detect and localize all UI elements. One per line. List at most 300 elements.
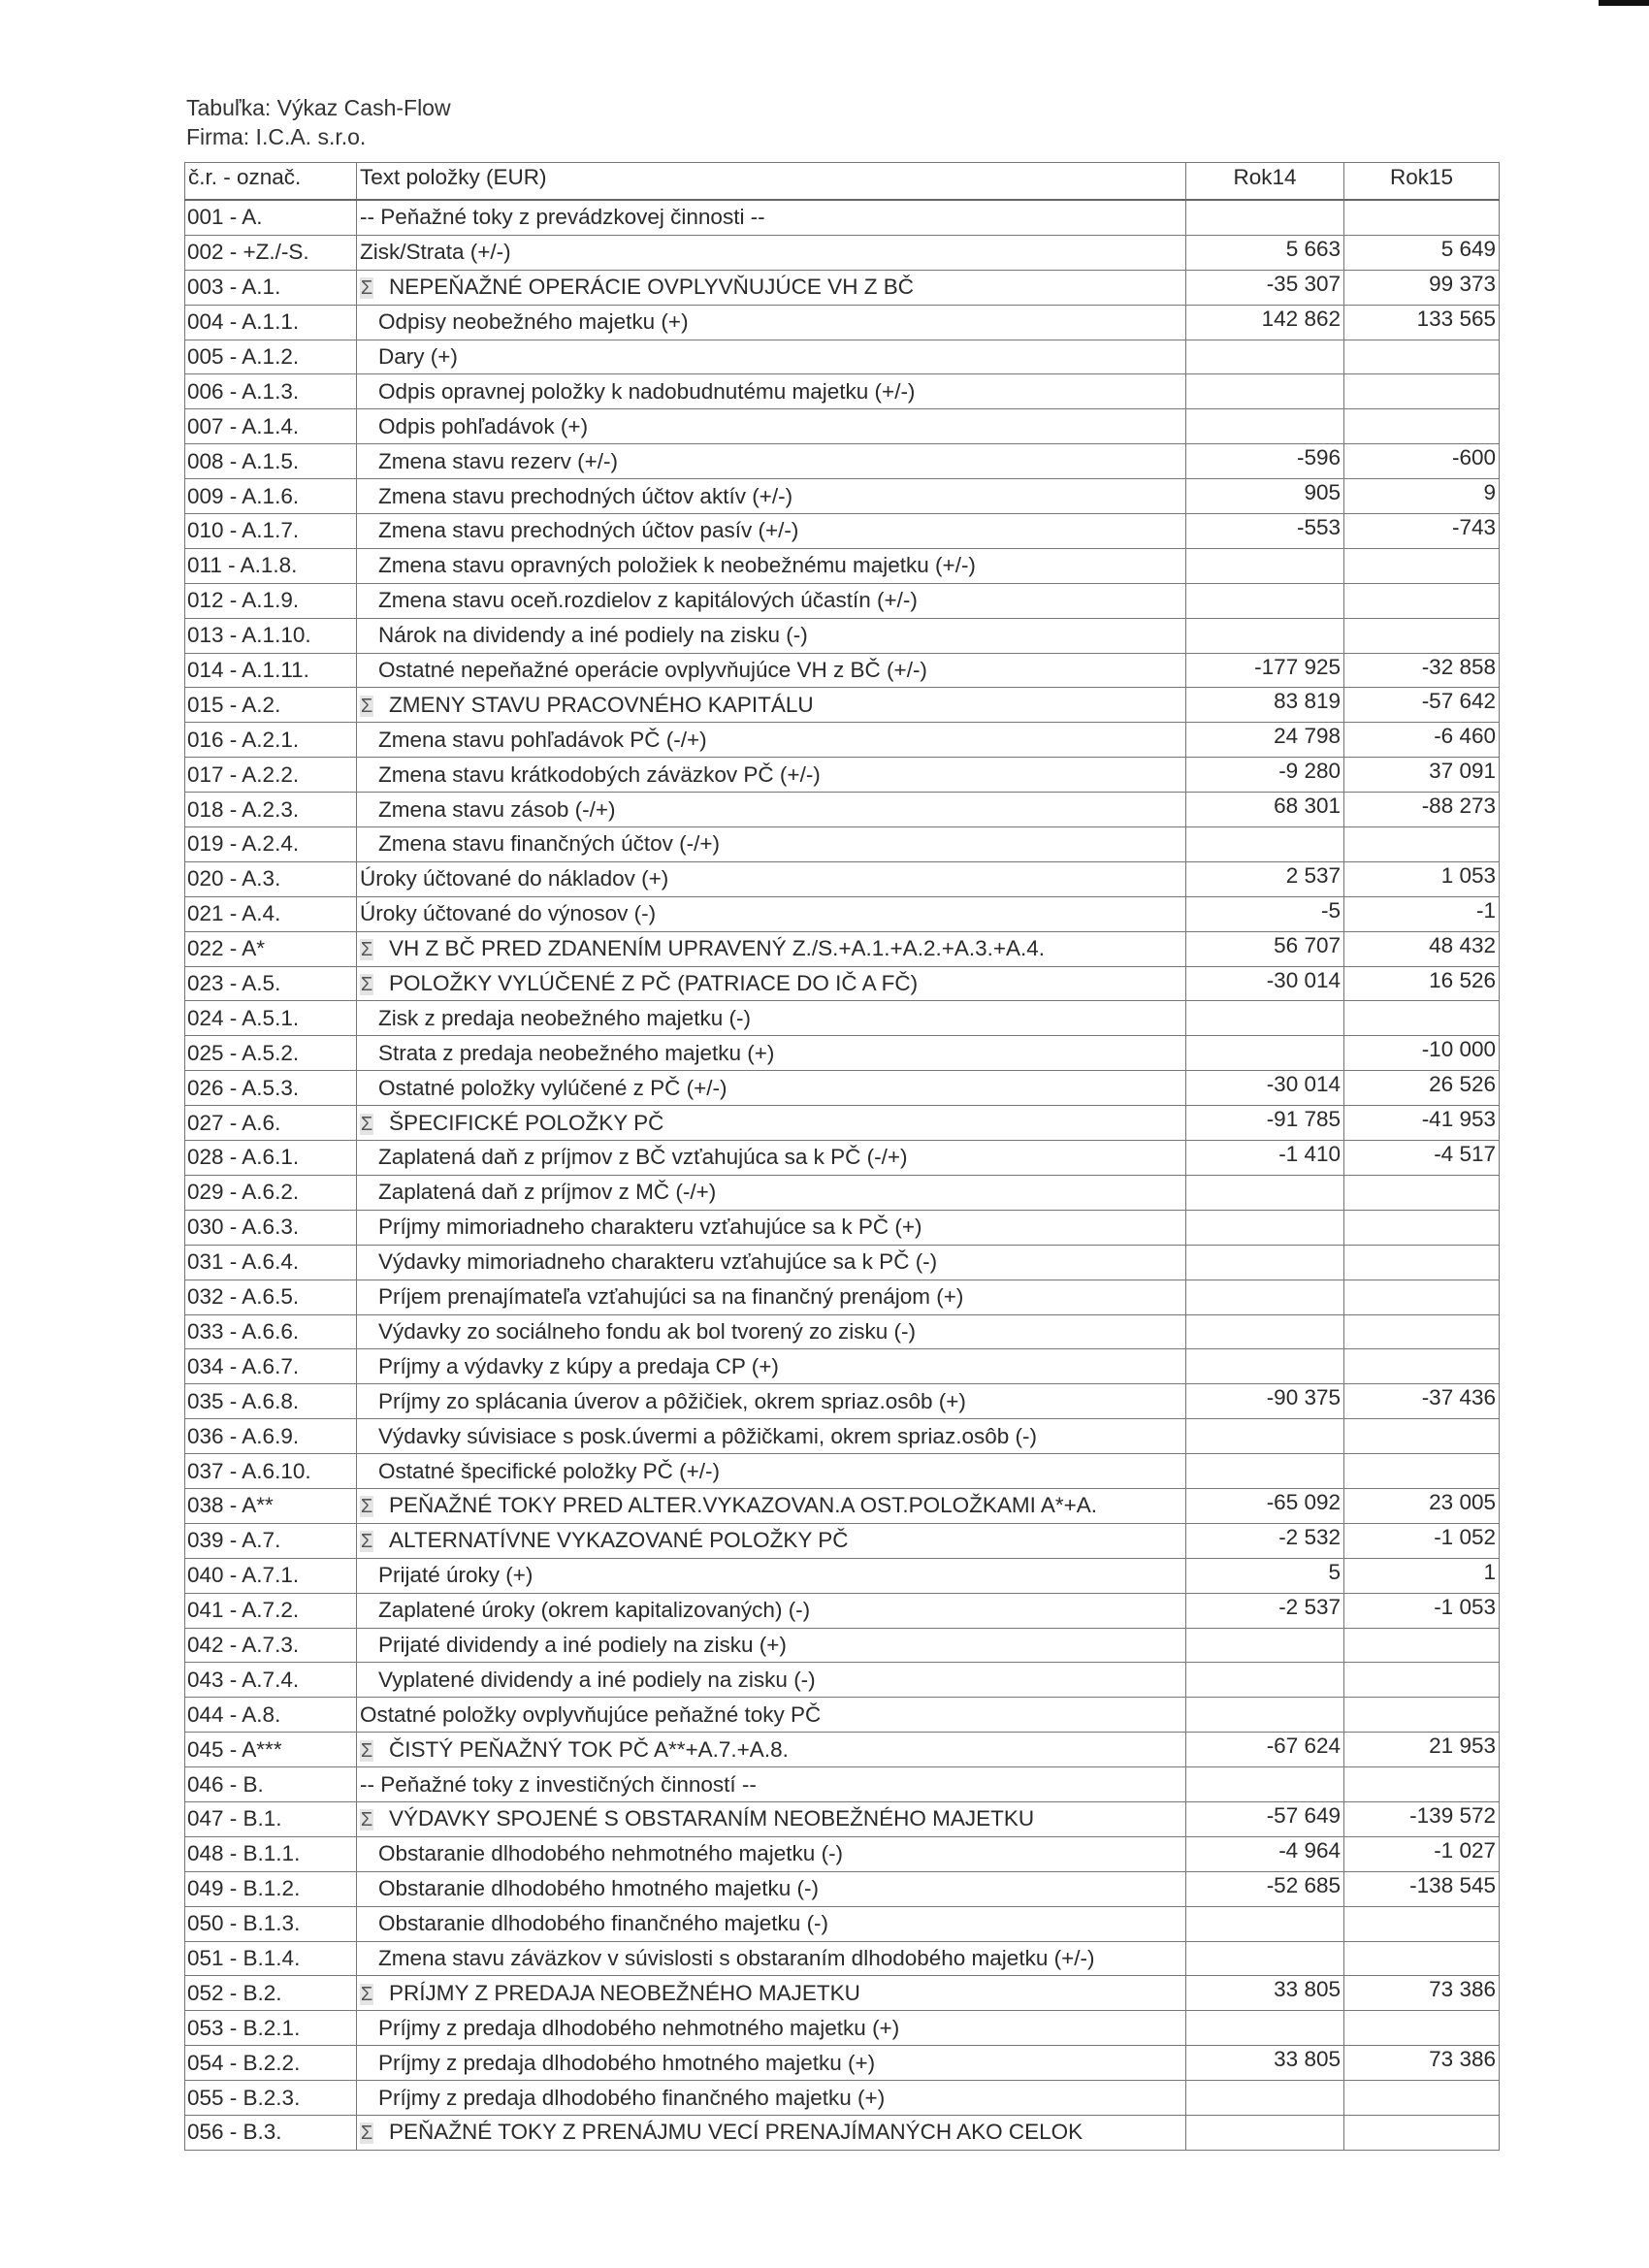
sum-icon: Σ — [360, 1983, 373, 2005]
row-label: Zmena stavu pohľadávok PČ (-/+) — [378, 727, 707, 752]
row-value-rok14 — [1186, 583, 1344, 618]
row-value-rok14 — [1186, 1628, 1344, 1663]
row-label: Zmena stavu krátkodobých záväzkov PČ (+/-) — [378, 761, 821, 787]
row-text — [357, 374, 1186, 409]
table-row — [185, 340, 1500, 374]
row-value-rok14 — [1186, 1280, 1344, 1314]
row-text — [357, 1767, 1186, 1802]
row-code: 041 - A.7.2. — [185, 1593, 357, 1628]
row-value-rok15 — [1344, 1001, 1500, 1036]
row-value-rok15: -743 — [1344, 514, 1500, 549]
row-code: 012 - A.1.9. — [185, 583, 357, 618]
row-label: -- Peňažné toky z prevádzkovej činnosti -- — [360, 205, 765, 230]
row-value-rok15: -138 545 — [1344, 1871, 1500, 1906]
row-value-rok14 — [1186, 1419, 1344, 1454]
table-row — [185, 1314, 1500, 1349]
row-label: Ostatné položky vylúčené z PČ (+/-) — [378, 1075, 728, 1100]
table-row — [185, 235, 1500, 270]
row-value-rok15 — [1344, 548, 1500, 583]
row-value-rok15 — [1344, 2011, 1500, 2046]
row-label: Obstaranie dlhodobého nehmotného majetku (-) — [378, 1841, 844, 1866]
row-text — [357, 1245, 1186, 1280]
row-value-rok15: 5 649 — [1344, 235, 1500, 270]
row-text — [357, 1071, 1186, 1106]
row-code: 017 - A.2.2. — [185, 758, 357, 793]
row-label: Strata z predaja neobežného majetku (+) — [378, 1040, 775, 1065]
row-value-rok15 — [1344, 827, 1500, 862]
row-text — [357, 1384, 1186, 1419]
row-code: 030 - A.6.3. — [185, 1210, 357, 1245]
row-label: Príjmy zo splácania úverov a pôžičiek, okrem spriaz.osôb (+) — [378, 1388, 966, 1413]
row-label: Výdavky súvisiace s posk.úvermi a pôžičkami, okrem spriaz.osôb (-) — [378, 1423, 1037, 1448]
row-value-rok15 — [1344, 409, 1500, 444]
table-row — [185, 861, 1500, 896]
row-label: PRÍJMY Z PREDAJA NEOBEŽNÉHO MAJETKU — [389, 1980, 860, 2005]
row-code: 050 - B.1.3. — [185, 1906, 357, 1941]
row-text — [357, 1036, 1186, 1071]
row-value-rok14: 2 537 — [1186, 861, 1344, 896]
row-code: 053 - B.2.1. — [185, 2011, 357, 2046]
scan-edge-mark — [1599, 0, 1649, 6]
row-code: 046 - B. — [185, 1767, 357, 1802]
row-value-rok14: 68 301 — [1186, 793, 1344, 827]
row-value-rok14: -90 375 — [1186, 1384, 1344, 1419]
row-value-rok15 — [1344, 1454, 1500, 1489]
row-label: Príjmy a výdavky z kúpy a predaja CP (+) — [378, 1353, 779, 1378]
row-value-rok14: -2 532 — [1186, 1523, 1344, 1558]
table-row — [185, 583, 1500, 618]
row-code: 049 - B.1.2. — [185, 1871, 357, 1906]
row-value-rok15: 26 526 — [1344, 1071, 1500, 1106]
row-code: 005 - A.1.2. — [185, 340, 357, 374]
row-value-rok15 — [1344, 340, 1500, 374]
row-label: Príjmy z predaja dlhodobého finančného majetku (+) — [378, 2085, 886, 2110]
row-value-rok14: -596 — [1186, 444, 1344, 479]
table-row — [185, 1280, 1500, 1314]
row-code: 025 - A.5.2. — [185, 1036, 357, 1071]
row-label: PEŇAŽNÉ TOKY Z PRENÁJMU VECÍ PRENAJÍMANÝCH AKO CELOK — [389, 2120, 1083, 2145]
row-value-rok14 — [1186, 827, 1344, 862]
row-code: 029 - A.6.2. — [185, 1175, 357, 1210]
table-row — [185, 1419, 1500, 1454]
row-text — [357, 409, 1186, 444]
row-text — [357, 1558, 1186, 1593]
row-code: 054 - B.2.2. — [185, 2046, 357, 2081]
row-label: VÝDAVKY SPOJENÉ S OBSTARANÍM NEOBEŽNÉHO MAJETKU — [389, 1806, 1035, 1831]
row-value-rok15 — [1344, 1314, 1500, 1349]
table-row — [185, 1663, 1500, 1698]
row-code: 052 - B.2. — [185, 1976, 357, 2011]
table-row — [185, 1733, 1500, 1767]
row-value-rok15: -1 — [1344, 896, 1500, 931]
row-text — [357, 305, 1186, 340]
row-value-rok15: 1 — [1344, 1558, 1500, 1593]
row-label: Ostatné položky ovplyvňujúce peňažné toky PČ — [360, 1701, 822, 1727]
table-row — [185, 305, 1500, 340]
table-row — [185, 1558, 1500, 1593]
row-value-rok15 — [1344, 1175, 1500, 1210]
row-text — [357, 1106, 1186, 1141]
row-label: Zmena stavu opravných položiek k neobežnému majetku (+/-) — [378, 553, 976, 578]
row-text — [357, 2115, 1186, 2150]
table-row — [185, 1349, 1500, 1384]
row-text — [357, 1349, 1186, 1384]
sum-icon: Σ — [360, 695, 373, 717]
row-text — [357, 1801, 1186, 1836]
row-text — [357, 758, 1186, 793]
row-code: 043 - A.7.4. — [185, 1663, 357, 1698]
row-value-rok14 — [1186, 409, 1344, 444]
row-label: Zaplatená daň z príjmov z MČ (-/+) — [378, 1180, 717, 1205]
row-value-rok14: 142 862 — [1186, 305, 1344, 340]
row-text — [357, 235, 1186, 270]
table-row — [185, 896, 1500, 931]
row-label: POLOŽKY VYLÚČENÉ Z PČ (PATRIACE DO IČ A FČ) — [389, 971, 919, 996]
row-text — [357, 2081, 1186, 2116]
table-row — [185, 479, 1500, 514]
sum-icon: Σ — [360, 2122, 373, 2145]
table-row — [185, 1906, 1500, 1941]
row-text — [357, 1836, 1186, 1871]
row-code: 055 - B.2.3. — [185, 2081, 357, 2116]
row-label: Príjmy mimoriadneho charakteru vzťahujúce sa k PČ (+) — [378, 1215, 922, 1240]
row-code: 004 - A.1.1. — [185, 305, 357, 340]
row-text — [357, 793, 1186, 827]
row-value-rok14: 24 798 — [1186, 723, 1344, 758]
row-value-rok14: -91 785 — [1186, 1106, 1344, 1141]
row-value-rok14 — [1186, 1663, 1344, 1698]
row-text — [357, 548, 1186, 583]
row-code: 013 - A.1.10. — [185, 618, 357, 653]
table-row — [185, 1036, 1500, 1071]
row-value-rok14: -35 307 — [1186, 270, 1344, 305]
table-row — [185, 514, 1500, 549]
row-value-rok14: -4 964 — [1186, 1836, 1344, 1871]
row-value-rok14: -67 624 — [1186, 1733, 1344, 1767]
sum-icon: Σ — [360, 1113, 373, 1135]
row-text — [357, 1593, 1186, 1628]
row-code: 037 - A.6.10. — [185, 1454, 357, 1489]
sum-icon: Σ — [360, 277, 373, 300]
row-value-rok15: -57 642 — [1344, 688, 1500, 723]
row-label: Príjmy z predaja dlhodobého nehmotného majetku (+) — [378, 2015, 900, 2040]
row-label: ČISTÝ PEŇAŽNÝ TOK PČ A**+A.7.+A.8. — [389, 1736, 789, 1762]
table-row — [185, 1141, 1500, 1176]
row-code: 020 - A.3. — [185, 861, 357, 896]
row-label: Ostatné špecifické položky PČ (+/-) — [378, 1458, 721, 1483]
row-text — [357, 1941, 1186, 1976]
sum-icon: Σ — [360, 974, 373, 996]
row-value-rok14 — [1186, 374, 1344, 409]
row-code: 044 - A.8. — [185, 1698, 357, 1733]
row-value-rok14 — [1186, 1767, 1344, 1802]
row-value-rok15: -32 858 — [1344, 653, 1500, 688]
row-text — [357, 2011, 1186, 2046]
row-value-rok14 — [1186, 1001, 1344, 1036]
table-row — [185, 1454, 1500, 1489]
row-text — [357, 1454, 1186, 1489]
row-label: Zisk/Strata (+/-) — [360, 240, 511, 265]
row-code: 024 - A.5.1. — [185, 1001, 357, 1036]
row-code: 039 - A.7. — [185, 1523, 357, 1558]
row-label: Zmena stavu finančných účtov (-/+) — [378, 831, 721, 857]
row-code: 028 - A.6.1. — [185, 1141, 357, 1176]
row-text — [357, 444, 1186, 479]
table-row — [185, 1245, 1500, 1280]
row-text — [357, 1871, 1186, 1906]
row-value-rok15 — [1344, 200, 1500, 235]
row-label: Vyplatené dividendy a iné podiely na zisku (-) — [378, 1667, 816, 1692]
row-value-rok14 — [1186, 1941, 1344, 1976]
row-label: Úroky účtované do nákladov (+) — [360, 866, 669, 891]
row-code: 056 - B.3. — [185, 2115, 357, 2150]
row-value-rok15 — [1344, 1349, 1500, 1384]
row-value-rok15 — [1344, 1767, 1500, 1802]
row-value-rok15: 48 432 — [1344, 931, 1500, 966]
row-label: Zmena stavu zásob (-/+) — [378, 796, 616, 822]
row-code: 035 - A.6.8. — [185, 1384, 357, 1419]
row-value-rok14 — [1186, 2081, 1344, 2116]
row-text — [357, 1663, 1186, 1698]
sum-icon: Σ — [360, 1496, 373, 1518]
row-code: 047 - B.1. — [185, 1801, 357, 1836]
row-code: 023 - A.5. — [185, 966, 357, 1001]
row-value-rok15: -1 053 — [1344, 1593, 1500, 1628]
row-text — [357, 270, 1186, 305]
row-value-rok15 — [1344, 1280, 1500, 1314]
sum-icon: Σ — [360, 1739, 373, 1762]
table-row — [185, 688, 1500, 723]
row-value-rok15: 16 526 — [1344, 966, 1500, 1001]
row-value-rok15: 73 386 — [1344, 2046, 1500, 2081]
row-value-rok14: 83 819 — [1186, 688, 1344, 723]
company-name: Firma: I.C.A. s.r.o. — [186, 124, 367, 149]
row-code: 021 - A.4. — [185, 896, 357, 931]
table-row — [185, 618, 1500, 653]
row-label: Obstaranie dlhodobého finančného majetku (-) — [378, 1911, 829, 1936]
row-text — [357, 827, 1186, 862]
row-value-rok14 — [1186, 1245, 1344, 1280]
row-label: PEŇAŽNÉ TOKY PRED ALTER.VYKAZOVAN.A OST.POLOŽKAMI A*+A. — [389, 1493, 1098, 1518]
row-value-rok14 — [1186, 340, 1344, 374]
table-row — [185, 931, 1500, 966]
row-code: 001 - A. — [185, 200, 357, 235]
row-text — [357, 1628, 1186, 1663]
row-value-rok15 — [1344, 583, 1500, 618]
table-row — [185, 1106, 1500, 1141]
row-text — [357, 688, 1186, 723]
row-text — [357, 1523, 1186, 1558]
row-value-rok15 — [1344, 2115, 1500, 2150]
column-header-code: č.r. - označ. — [185, 163, 357, 201]
row-value-rok15: 133 565 — [1344, 305, 1500, 340]
row-label: Odpis opravnej položky k nadobudnutému majetku (+/-) — [378, 378, 916, 404]
row-text — [357, 618, 1186, 653]
row-value-rok14 — [1186, 548, 1344, 583]
table-row — [185, 1836, 1500, 1871]
row-text — [357, 861, 1186, 896]
row-label: Prijaté úroky (+) — [378, 1563, 534, 1588]
row-code: 034 - A.6.7. — [185, 1349, 357, 1384]
row-text — [357, 1488, 1186, 1523]
row-label: Úroky účtované do výnosov (-) — [360, 901, 657, 926]
sum-icon: Σ — [360, 1809, 373, 1831]
document-heading — [186, 93, 451, 151]
row-value-rok14: 33 805 — [1186, 2046, 1344, 2081]
row-code: 040 - A.7.1. — [185, 1558, 357, 1593]
table-row — [185, 2115, 1500, 2150]
table-row — [185, 723, 1500, 758]
row-text — [357, 1698, 1186, 1733]
table-title: Tabuľka: Výkaz Cash-Flow — [186, 95, 451, 120]
row-value-rok15: 21 953 — [1344, 1733, 1500, 1767]
row-text — [357, 723, 1186, 758]
row-value-rok14 — [1186, 1349, 1344, 1384]
row-text — [357, 966, 1186, 1001]
row-value-rok15 — [1344, 1628, 1500, 1663]
row-value-rok14 — [1186, 1175, 1344, 1210]
row-code: 014 - A.1.11. — [185, 653, 357, 688]
row-value-rok15: -88 273 — [1344, 793, 1500, 827]
row-label: NEPEŇAŽNÉ OPERÁCIE OVPLYVŇUJÚCE VH Z BČ — [389, 275, 914, 300]
row-label: Príjem prenajímateľa vzťahujúci sa na finančný prenájom (+) — [378, 1284, 964, 1310]
row-code: 010 - A.1.7. — [185, 514, 357, 549]
row-value-rok15: 9 — [1344, 479, 1500, 514]
row-code: 007 - A.1.4. — [185, 409, 357, 444]
row-code: 051 - B.1.4. — [185, 1941, 357, 1976]
row-value-rok14 — [1186, 200, 1344, 235]
row-text — [357, 200, 1186, 235]
row-value-rok14 — [1186, 1036, 1344, 1071]
row-text — [357, 479, 1186, 514]
row-label: Prijaté dividendy a iné podiely na zisku (+) — [378, 1632, 787, 1657]
table-row — [185, 1001, 1500, 1036]
row-label: Ostatné nepeňažné operácie ovplyvňujúce VH z BČ (+/-) — [378, 658, 927, 683]
column-header-rok15: Rok15 — [1344, 163, 1500, 201]
row-label: Obstaranie dlhodobého hmotného majetku (-) — [378, 1876, 820, 1901]
row-value-rok15 — [1344, 1698, 1500, 1733]
row-value-rok15: -600 — [1344, 444, 1500, 479]
row-text — [357, 653, 1186, 688]
row-text — [357, 583, 1186, 618]
table-row — [185, 1801, 1500, 1836]
row-text — [357, 1906, 1186, 1941]
row-text — [357, 1175, 1186, 1210]
column-header-rok14: Rok14 — [1186, 163, 1344, 201]
row-value-rok14: -177 925 — [1186, 653, 1344, 688]
row-text — [357, 514, 1186, 549]
table-row — [185, 548, 1500, 583]
row-text — [357, 340, 1186, 374]
table-row — [185, 1767, 1500, 1802]
row-text — [357, 896, 1186, 931]
row-value-rok14 — [1186, 1314, 1344, 1349]
row-code: 048 - B.1.1. — [185, 1836, 357, 1871]
table-row — [185, 200, 1500, 235]
row-value-rok14: 33 805 — [1186, 1976, 1344, 2011]
table-row — [185, 2046, 1500, 2081]
row-code: 008 - A.1.5. — [185, 444, 357, 479]
row-value-rok15: 73 386 — [1344, 1976, 1500, 2011]
row-label: Zaplatené úroky (okrem kapitalizovaných) (-) — [378, 1598, 811, 1623]
row-label: -- Peňažné toky z investičných činností -- — [360, 1771, 757, 1797]
row-value-rok15 — [1344, 1663, 1500, 1698]
row-code: 036 - A.6.9. — [185, 1419, 357, 1454]
row-label: VH Z BČ PRED ZDANENÍM UPRAVENÝ Z./S.+A.1.+A.2.+A.3.+A.4. — [389, 936, 1046, 961]
row-value-rok15: -6 460 — [1344, 723, 1500, 758]
row-code: 002 - +Z./-S. — [185, 235, 357, 270]
row-code: 022 - A* — [185, 931, 357, 966]
table-row — [185, 1384, 1500, 1419]
row-label: Zmena stavu rezerv (+/-) — [378, 448, 618, 473]
row-label: ALTERNATÍVNE VYKAZOVANÉ POLOŽKY PČ — [389, 1528, 849, 1553]
table-row — [185, 827, 1500, 862]
row-text — [357, 1001, 1186, 1036]
row-code: 019 - A.2.4. — [185, 827, 357, 862]
row-value-rok15 — [1344, 1419, 1500, 1454]
row-value-rok14 — [1186, 618, 1344, 653]
table-row — [185, 270, 1500, 305]
table-row — [185, 653, 1500, 688]
cash-flow-table — [184, 162, 1500, 2151]
table-row — [185, 1698, 1500, 1733]
row-value-rok14: -1 410 — [1186, 1141, 1344, 1176]
row-label: Dary (+) — [378, 344, 458, 369]
row-code: 009 - A.1.6. — [185, 479, 357, 514]
row-text — [357, 1280, 1186, 1314]
row-value-rok14: 5 663 — [1186, 235, 1344, 270]
row-label: ZMENY STAVU PRACOVNÉHO KAPITÁLU — [389, 692, 814, 717]
column-header-text: Text položky (EUR) — [357, 163, 1186, 201]
table-row — [185, 966, 1500, 1001]
table-row — [185, 1523, 1500, 1558]
row-code: 032 - A.6.5. — [185, 1280, 357, 1314]
table-row — [185, 793, 1500, 827]
table-body — [185, 200, 1500, 2150]
row-value-rok14 — [1186, 1698, 1344, 1733]
row-value-rok14: 905 — [1186, 479, 1344, 514]
row-label: Príjmy z predaja dlhodobého hmotného majetku (+) — [378, 2050, 876, 2075]
row-code: 018 - A.2.3. — [185, 793, 357, 827]
table-row — [185, 1628, 1500, 1663]
row-label: Zmena stavu prechodných účtov aktív (+/-) — [378, 483, 793, 508]
row-label: Výdavky zo sociálneho fondu ak bol tvorený zo zisku (-) — [378, 1318, 917, 1344]
row-value-rok15: -1 027 — [1344, 1836, 1500, 1871]
row-label: Zisk z predaja neobežného majetku (-) — [378, 1005, 751, 1030]
row-value-rok14: -57 649 — [1186, 1801, 1344, 1836]
row-code: 015 - A.2. — [185, 688, 357, 723]
row-value-rok14: -9 280 — [1186, 758, 1344, 793]
row-code: 003 - A.1. — [185, 270, 357, 305]
row-text — [357, 2046, 1186, 2081]
row-text — [357, 1976, 1186, 2011]
row-label: Zmena stavu záväzkov v súvislosti s obstaraním dlhodobého majetku (+/-) — [378, 1945, 1095, 1970]
row-value-rok15 — [1344, 374, 1500, 409]
sum-icon: Σ — [360, 1531, 373, 1553]
row-text — [357, 1314, 1186, 1349]
row-code: 042 - A.7.3. — [185, 1628, 357, 1663]
row-value-rok14: 5 — [1186, 1558, 1344, 1593]
row-value-rok15: -41 953 — [1344, 1106, 1500, 1141]
row-value-rok15 — [1344, 1210, 1500, 1245]
row-value-rok14: -30 014 — [1186, 966, 1344, 1001]
sum-icon: Σ — [360, 939, 373, 961]
table-row — [185, 758, 1500, 793]
row-code: 011 - A.1.8. — [185, 548, 357, 583]
row-code: 033 - A.6.6. — [185, 1314, 357, 1349]
table-row — [185, 2081, 1500, 2116]
row-value-rok14: -2 537 — [1186, 1593, 1344, 1628]
